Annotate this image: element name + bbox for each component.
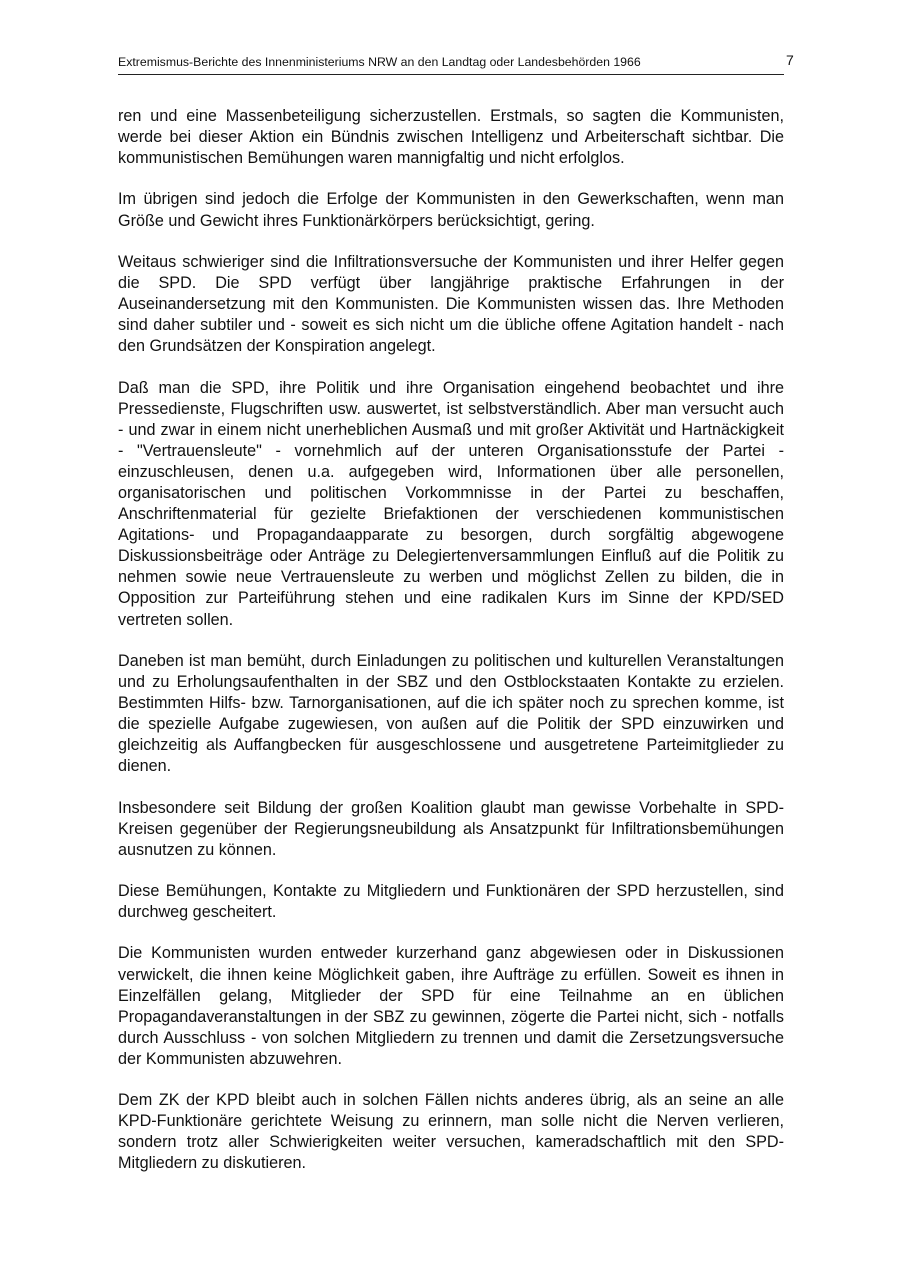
paragraph: Insbesondere seit Bildung der großen Koalition glaubt man gewisse Vorbehalte in SPD-Kreisen gegenüber der Regierungsneubildung als Ansatzpunkt für Infiltrationsbemühungen ausnutzen zu können. xyxy=(118,798,784,859)
paragraph: Daß man die SPD, ihre Politik und ihre Organisation eingehend beobachtet und ihre Pressedienste, Flugschriften usw. auswertet, ist selbstverständlich. Aber man versucht auch - und zwar in einem nicht unerheblichen Ausmaß und mit großer Aktivität und Hartnäckigkeit - "Vertrauensleute" - vornehmlich auf der unteren Organisationsstufe der Partei - einzuschleusen, denen u.a. aufgegeben wird, Informationen über alle personellen, organisatorischen und politischen Vorkommnisse in der Partei zu beschaffen, Anschriftenmaterial für gezielte Briefaktionen der verschiedenen kommunistischen Agitations- und Propagandaapparate zu besorgen, durch sorgfältig abgewogene Diskussionsbeiträge oder Anträge zu Delegiertenversammlungen Einfluß auf die Politik zu nehmen sowie neue Vertrauensleute zu werben und möglichst Zellen zu bilden, die in Opposition zur Parteiführung stehen und eine radikalen Kurs im Sinne der KPD/SED vertreten sollen. xyxy=(118,378,784,629)
paragraph: ren und eine Massenbeteiligung sicherzustellen. Erstmals, so sagten die Kommunisten, werde bei dieser Aktion ein Bündnis zwischen Intelligenz und Arbeiterschaft sichtbar. Die kommunistischen Bemühungen waren mannigfaltig und nicht erfolglos. xyxy=(118,107,784,168)
paragraph: Im übrigen sind jedoch die Erfolge der Kommunisten in den Gewerkschaften, wenn man Größe und Gewicht ihres Funktionärkörpers berücksichtigt, gering. xyxy=(118,190,784,230)
paragraph: Die Kommunisten wurden entweder kurzerhand ganz abgewiesen oder in Diskussionen verwickelt, die ihnen keine Möglichkeit gaben, ihre Aufträge zu erfüllen. Soweit es ihnen in Einzelfällen gelang, Mitglieder der SPD für eine Teilnahme an en üblichen Propagandaveranstaltungen in der SBZ zu gewinnen, zögerte die Partei nicht, sich - notfalls durch Ausschluss - von solchen Mitgliedern zu trennen und damit die Zersetzungsversuche der Kommunisten abzuwehren. xyxy=(118,944,784,1068)
header-title: Extremismus-Berichte des Innenministeriums NRW an den Landtag oder Landesbehörden 1966 xyxy=(118,55,641,69)
running-header xyxy=(118,54,784,75)
body-text xyxy=(118,106,784,1195)
paragraph: Daneben ist man bemüht, durch Einladungen zu politischen und kulturellen Veranstaltungen und zu Erholungsaufenthalten in der SBZ und den Ostblockstaaten Kontakte zu erzielen. Bestimmten Hilfs- bzw. Tarnorganisationen, auf die ich später noch zu sprechen komme, ist die spezielle Aufgabe zugewiesen, von außen auf die Politik der SPD einzuwirken und gleichzeitig als Auffangbecken für ausgeschlossene und ausgetretene Parteimitglieder zu dienen. xyxy=(118,651,784,776)
page-number: 7 xyxy=(786,52,794,68)
paragraph: Dem ZK der KPD bleibt auch in solchen Fällen nichts anderes übrig, als an seine an alle KPD-Funktionäre gerichtete Weisung zu erinnern, man solle nicht die Nerven verlieren, sondern trotz aller Schwierigkeiten weiter versuchen, kameradschaftlich mit den SPD-Mitgliedern zu diskutieren. xyxy=(118,1091,784,1173)
paragraph: Diese Bemühungen, Kontakte zu Mitgliedern und Funktionären der SPD herzustellen, sind durchweg gescheitert. xyxy=(118,882,784,922)
paragraph: Weitaus schwieriger sind die Infiltrationsversuche der Kommunisten und ihrer Helfer gegen die SPD. Die SPD verfügt über langjährige praktische Erfahrungen in der Auseinandersetzung mit den Kommunisten. Die Kommunisten wissen das. Ihre Methoden sind daher subtiler und - soweit es sich nicht um die übliche offene Agitation handelt - nach den Grundsätzen der Konspiration angelegt. xyxy=(118,252,784,356)
